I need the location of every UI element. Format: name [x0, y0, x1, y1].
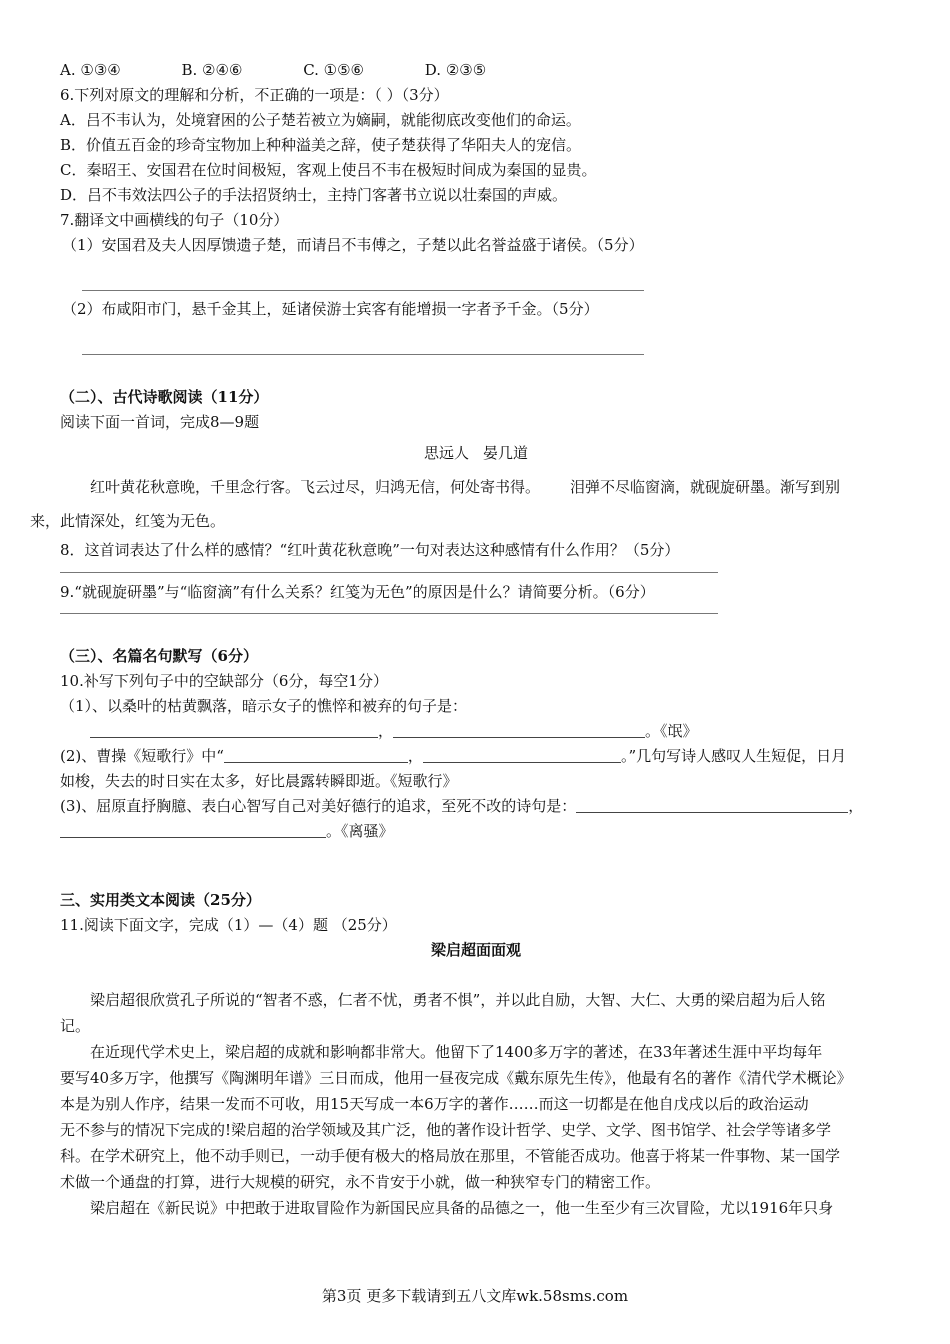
poem-part-3: 来，此情深处，红笺为无色。 — [30, 512, 226, 530]
q6-option-a: A．吕不韦认为，处境窘困的公子楚若被立为嫡嗣，就能彻底改变他们的命运。 — [60, 111, 581, 129]
q10-item-1-tail: 。《氓》 — [645, 722, 698, 740]
q10-blank-5[interactable] — [576, 796, 848, 813]
article-title: 梁启超面面观 — [430, 941, 521, 959]
article-p2-line4: 无不参与的情况下完成的!梁启超的治学领域及其广泛，他的著作设计哲学、史学、文学、图书馆学、社会学等诸多学 — [60, 1121, 832, 1139]
poem-body — [30, 470, 892, 538]
q10-comma-1: ， — [378, 722, 394, 740]
q10-item-2-head: (2)、曹操《短歌行》中“ — [60, 747, 224, 765]
q10-item-3-line2 — [60, 819, 892, 844]
q10-item-3-tail: 。《离骚》 — [326, 822, 394, 840]
q9-stem: 9.“就砚旋研墨”与“临窗滴”有什么关系？红笺为无色”的原因是什么？请简要分析。（6分） — [60, 583, 655, 601]
article-p3-line1: 梁启超在《新民说》中把敢于进取冒险作为新国民应具备的品德之一，他一生至少有三次冒险，尤以1916年只身 — [90, 1199, 834, 1217]
article-p2-line1: 在近现代学术史上，梁启超的成就和影响都非常大。他留下了1400多万字的著述，在33年著述生涯中平均每年 — [90, 1043, 823, 1061]
q10-stem: 10.补写下列句子中的空缺部分（6分，每空1分） — [60, 672, 388, 690]
poem-part-2: 泪弹不尽临窗滴，就砚旋研墨。渐写到别 — [570, 478, 841, 496]
q10-blank-1[interactable] — [90, 721, 378, 738]
poem-title — [60, 441, 892, 466]
poem-author: 晏几道 — [483, 444, 529, 462]
section-recitation-heading: （三）、名篇名句默写（6分） — [60, 647, 258, 665]
q7-answer-line-1[interactable] — [82, 290, 644, 291]
article-p2-line3: 本是为别人作序，结果一发而不可收，用15天写成一本6万字的著作……而这一切都是在他自戊戌以后的政治运动 — [60, 1095, 809, 1113]
q5-option-d: D. ②③⑤ — [424, 61, 487, 79]
q10-item-3 — [60, 794, 892, 819]
q6-option-d: D．吕不韦效法四公子的手法招贤纳士，主持门客著书立说以壮秦国的声威。 — [60, 186, 568, 204]
q7-sentence-1: （1）安国君及夫人因厚馈遗子楚，而请吕不韦傅之，子楚以此名誉益盛于诸侯。（5分） — [62, 236, 644, 254]
q8-answer-line[interactable] — [60, 572, 718, 573]
q10-blank-3[interactable] — [224, 746, 408, 763]
q10-comma-3: ， — [848, 797, 864, 815]
section-poetry-heading: （二）、古代诗歌阅读（11分） — [60, 388, 269, 406]
poem-title-text: 思远人 — [423, 444, 469, 462]
q6-option-c: C．秦昭王、安国君在位时间极短，客观上使吕不韦在极短时间成为秦国的显贵。 — [60, 161, 597, 179]
q5-option-a: A. ①③④ — [60, 61, 121, 79]
q10-blank-6[interactable] — [60, 821, 326, 838]
q11-stem: 11.阅读下面文字，完成（1）—（4）题 （25分） — [60, 916, 397, 934]
q10-item-2-mid: 。”几句写诗人感叹人生短促，日月 — [620, 747, 847, 765]
article-p2-line5: 科。在学术研究上，他不动手则已，一动手便有极大的格局放在那里，不管能否成功。他喜于将某一件事物、某一国学 — [60, 1147, 841, 1165]
q7-sentence-2: （2）布咸阳市门，悬千金其上，延诸侯游士宾客有能增损一字者予千金。（5分） — [62, 300, 599, 318]
poem-part-1: 红叶黄花秋意晚，千里念行客。飞云过尽，归鸿无信，何处寄书得。 — [90, 478, 541, 496]
q7-answer-line-2[interactable] — [82, 354, 644, 355]
article-p1-line1: 梁启超很欣赏孔子所说的“智者不惑，仁者不忧，勇者不惧”，并以此自励，大智、大仁、大勇的梁启超为后人铭 — [90, 991, 826, 1009]
article-p2-line6: 术做一个通盘的打算，进行大规模的研究，永不肯安于小就，做一种狭窄专门的精密工作。 — [60, 1173, 661, 1191]
q5-option-b: B. ②④⑥ — [181, 61, 243, 79]
page-footer: 第3页 更多下载请到五八文库wk.58sms.com — [321, 1287, 629, 1305]
q10-item-3-head: (3)、屈原直抒胸臆、表白心智写自己对美好德行的追求，至死不改的诗句是： — [60, 797, 577, 815]
q10-item-2-line2: 如梭，失去的时日实在太多，好比晨露转瞬即逝。《短歌行》 — [60, 772, 458, 790]
q8-stem: 8．这首词表达了什么样的感情？“红叶黄花秋意晚”一句对表达这种感情有什么作用？（5分） — [60, 541, 680, 559]
article-p2-line2: 要写40多万字，他撰写《陶渊明年谱》三日而成，他用一昼夜完成《戴东原先生传》，他最有名的著作《清代学术概论》 — [60, 1069, 852, 1087]
q10-blank-4[interactable] — [423, 746, 621, 763]
part-3-heading: 三、实用类文本阅读（25分） — [60, 891, 261, 909]
document-page — [30, 58, 892, 1221]
q5-options — [60, 58, 892, 83]
q5-option-c: C. ①⑤⑥ — [303, 61, 365, 79]
q10-item-1-blanks — [60, 719, 892, 744]
q10-blank-2[interactable] — [393, 721, 645, 738]
q6-stem: 6.下列对原文的理解和分析，不正确的一项是：（ ）（3分） — [60, 86, 449, 104]
q9-answer-line[interactable] — [60, 613, 718, 614]
q10-item-2 — [60, 744, 892, 769]
q6-option-b: B．价值五百金的珍奇宝物加上种种溢美之辞，使子楚获得了华阳夫人的宠信。 — [60, 136, 582, 154]
q7-stem: 7.翻译文中画横线的句子（10分） — [60, 211, 289, 229]
q10-comma-2: ， — [407, 747, 423, 765]
section-recitation — [60, 644, 892, 844]
q10-item-1: （1）、以桑叶的枯黄飘落，暗示女子的憔悴和被弃的句子是： — [60, 697, 468, 715]
poetry-intro: 阅读下面一首词，完成8—9题 — [60, 413, 260, 431]
article-p1-line2: 记。 — [60, 1017, 91, 1035]
